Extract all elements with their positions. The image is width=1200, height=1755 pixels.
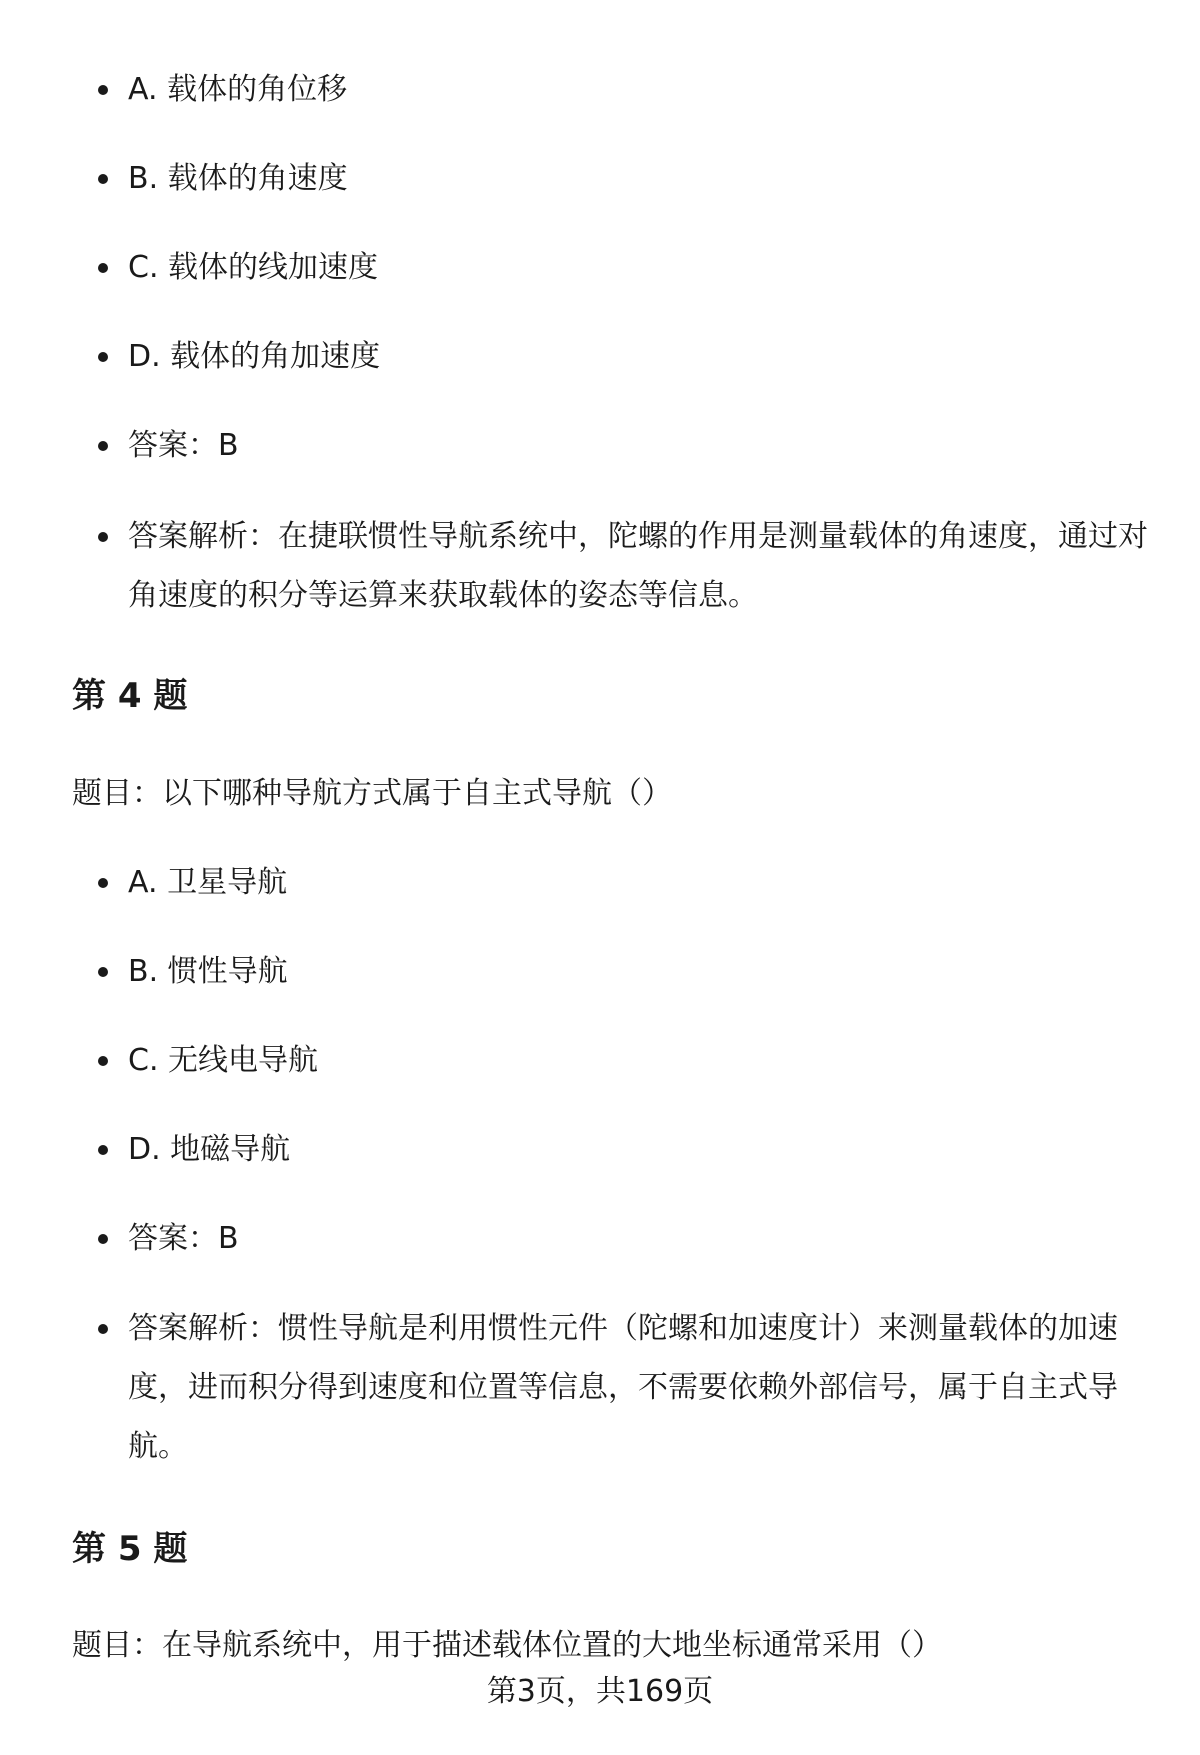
q3-option-b: B. 载体的角速度 <box>128 149 1148 208</box>
q4-option-a: A. 卫星导航 <box>128 853 1148 912</box>
q5-stem: 题目：在导航系统中，用于描述载体位置的大地坐标通常采用（） <box>72 1628 942 1663</box>
page-number-footer: 第3页，共169页 <box>486 1674 714 1709</box>
q5-heading: 第 5 题 <box>72 1529 188 1569</box>
q3-analysis: 答案解析：在捷联惯性导航系统中，陀螺的作用是测量载体的角速度，通过对角速度的积分等运算来获取载体的姿态等信息。 <box>128 507 1148 625</box>
q4-option-d: D. 地磁导航 <box>128 1120 1148 1179</box>
q4-option-b: B. 惯性导航 <box>128 942 1148 1001</box>
q3-option-d: D. 载体的角加速度 <box>128 327 1148 386</box>
q4-stem: 题目：以下哪种导航方式属于自主式导航（） <box>72 776 672 811</box>
q4-answer: 答案：B <box>128 1209 1148 1268</box>
q3-option-c: C. 载体的线加速度 <box>128 238 1148 297</box>
q4-analysis: 答案解析：惯性导航是利用惯性元件（陀螺和加速度计）来测量载体的加速度，进而积分得到速度和位置等信息，不需要依赖外部信号，属于自主式导航。 <box>128 1299 1148 1476</box>
q4-option-c: C. 无线电导航 <box>128 1031 1148 1090</box>
q3-answer: 答案：B <box>128 416 1148 475</box>
q4-heading: 第 4 题 <box>72 676 188 716</box>
q3-option-a: A. 载体的角位移 <box>128 60 1148 119</box>
